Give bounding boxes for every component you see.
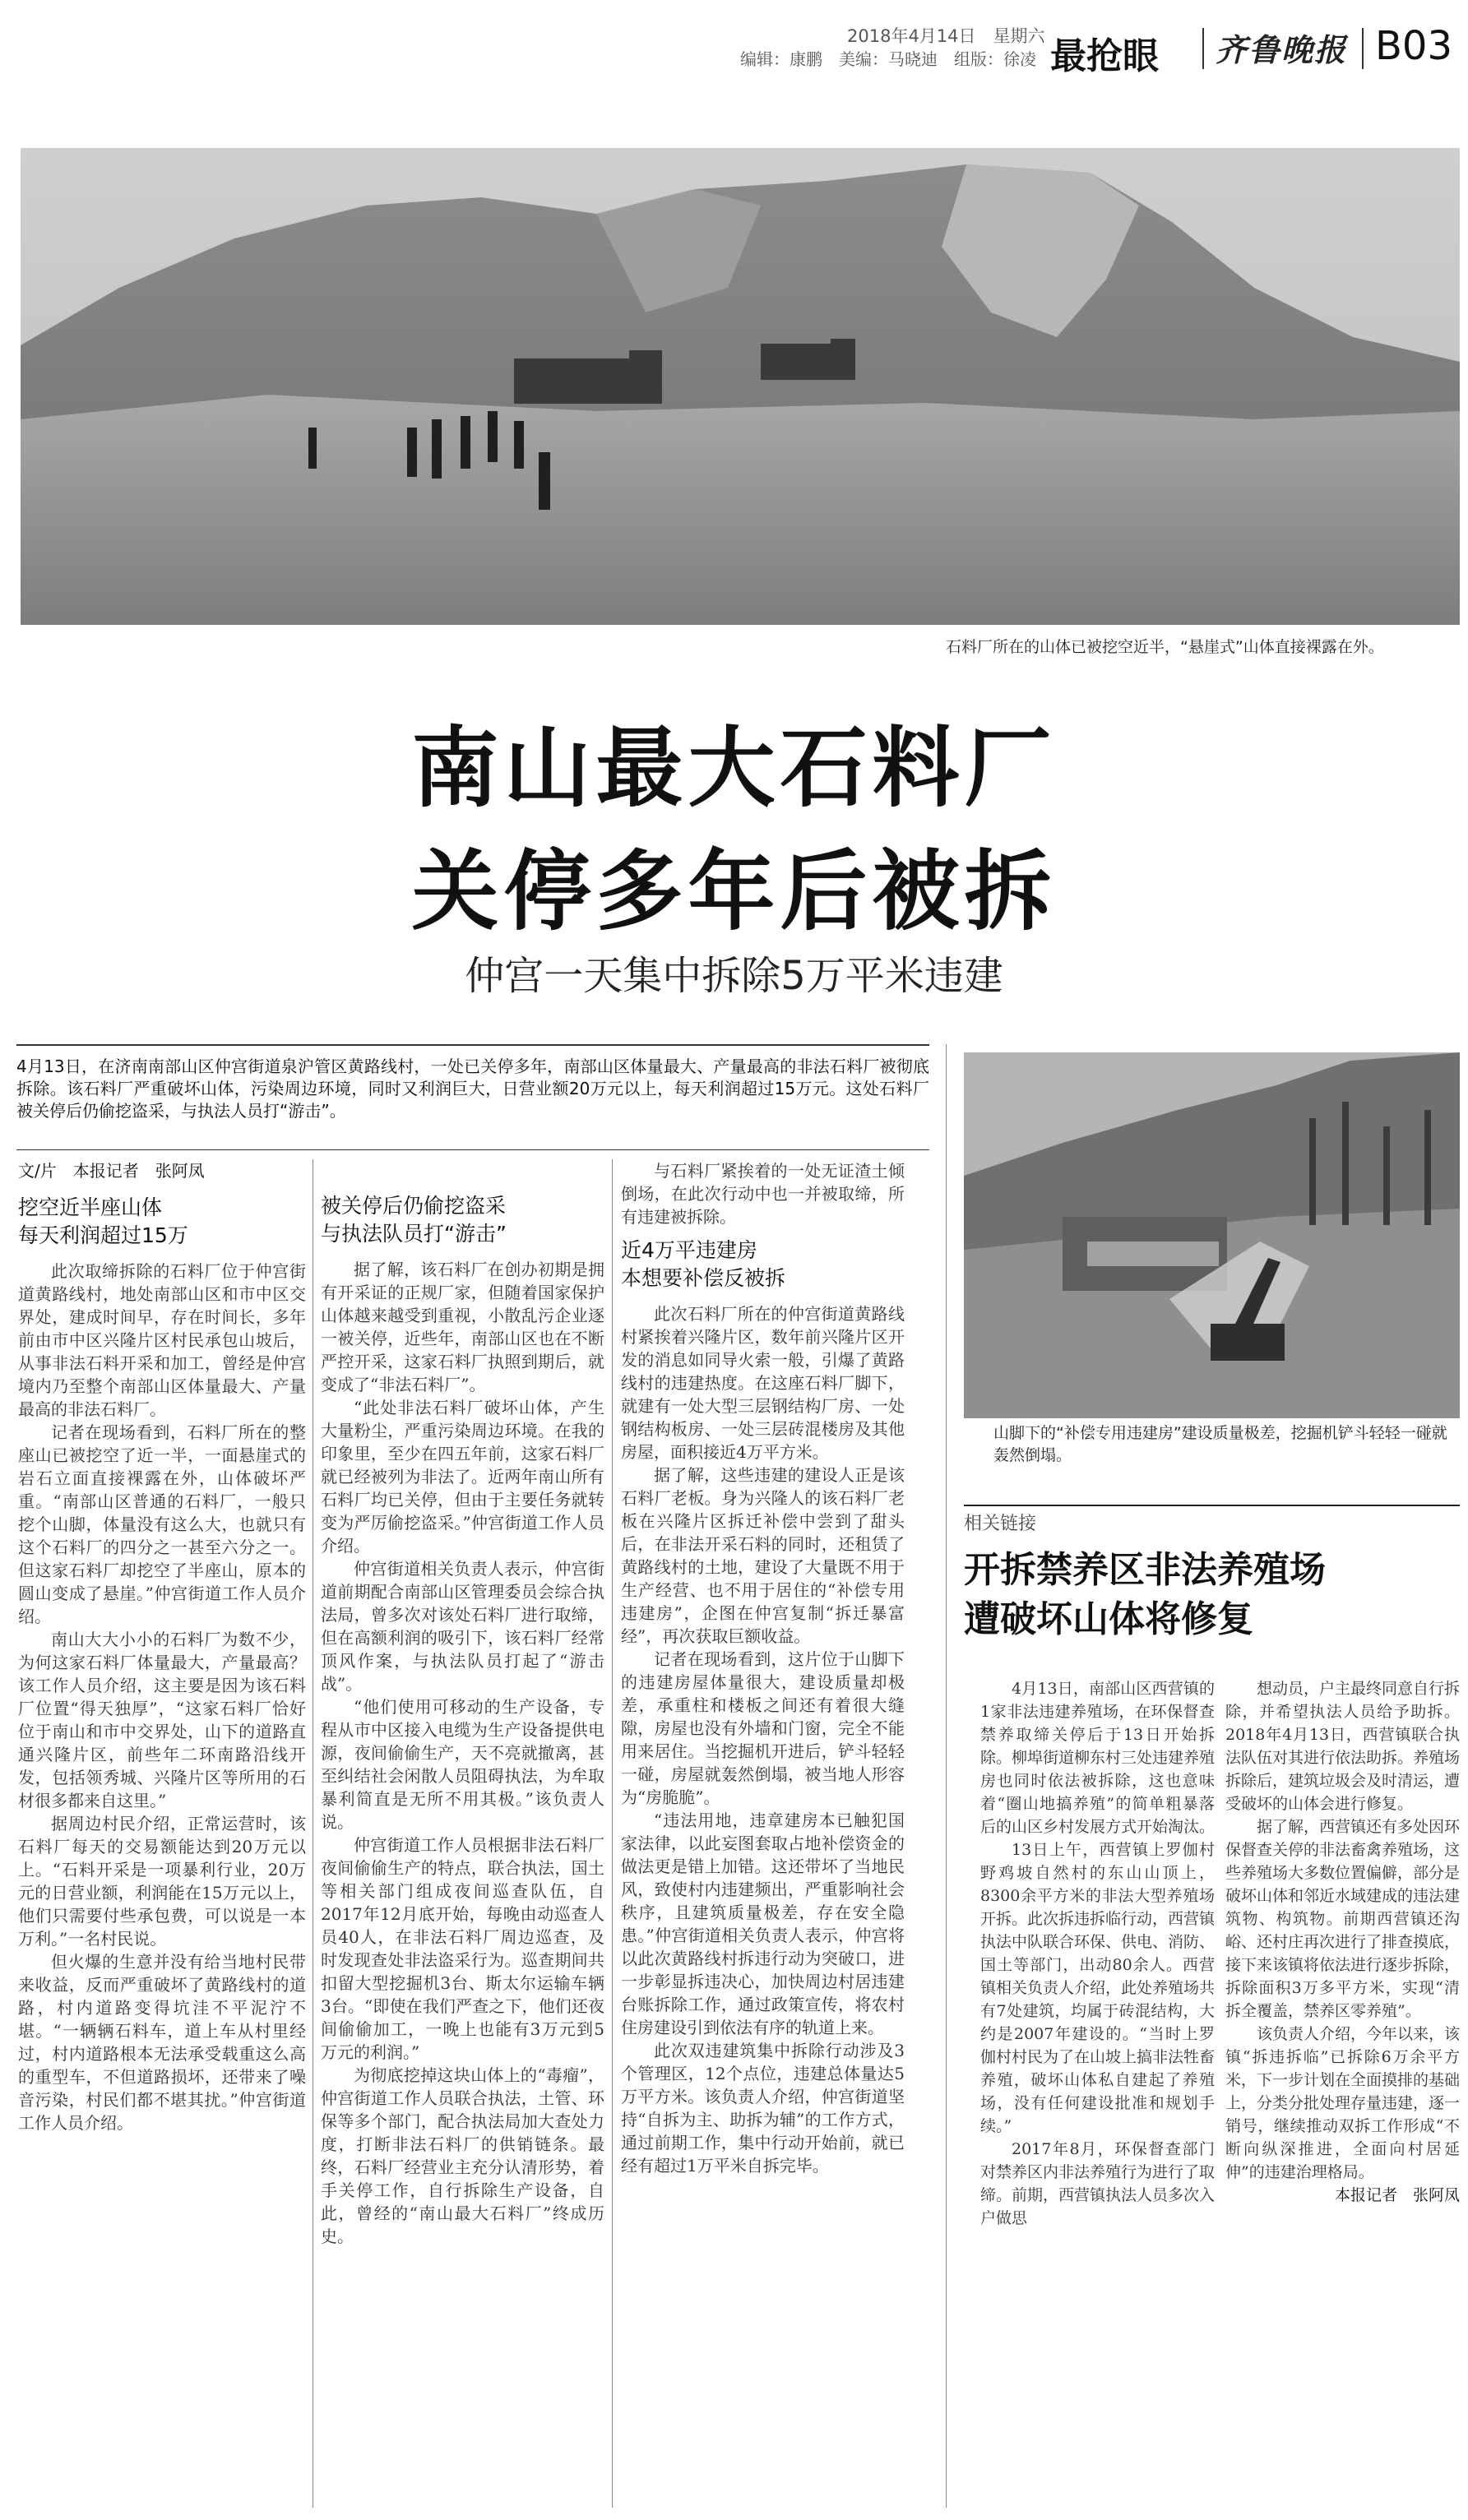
page-number: B03 [1375,23,1453,69]
paragraph: 记者在现场看到，石料厂所在的整座山已被挖空了近一半，一面悬崖式的岩石立面直接裸露在外，山体破坏严重。“南部山区普通的石料厂，一般只挖个山脚，体量没有这么大，也就只有这个石料厂的四分之一甚至六分之一。但这家石料厂却挖空了半座山，原本的圆山变成了悬崖。”仲宫街道工作人员介绍。 [18,1422,306,1626]
paragraph: 据了解，这些违建的建设人正是该石料厂老板。身为兴隆人的该石料厂老板在兴隆片区拆迁补偿中尝到了甜头后，在非法开采石料的同时，还租赁了黄路线村的土地，建设了大量既不用于生产经营、也不用于居住的“补偿专用违建房”，企图在仲宫复制“拆迁暴富经”，再次获取巨额收益。 [621,1465,905,1646]
article-column-3 [621,1159,905,2508]
section-name: 最抢眼 [1050,35,1159,77]
paragraph: 想动员，户主最终同意自行拆除，并希望执法人员给予助拆。2018年4月13日，西营镇联合执法队伍对其进行依法助拆。养殖场拆除后，建筑垃圾会及时清运，遭受破坏的山体会进行修复。 [1225,1680,1460,1813]
editor-credits: 编辑：康鹏 美编：马晓迪 组版：徐凌 [740,49,1036,69]
related-column-2 [1225,1677,1460,2508]
quarry-photo [21,148,1460,625]
related-column-1 [980,1677,1215,2508]
paragraph: “违法用地，违章建房本已触犯国家法律，以此妄图套取占地补偿资金的做法更是错上加错。这还带坏了当地民风，致使村内违建频出，严重影响社会秩序，且建筑质量极差，存在安全隐患。”仲宫街道相关负责人表示，仲宫将以此次黄路线村拆违行动为突破口，进一步彰显拆违决心，加快周边村居违建台账拆除工作，通过政策宣传，将农村住房建设引到依法有序的轨道上来。 [621,1810,905,2037]
byline: 文/片 本报记者 张阿凤 [18,1161,205,1181]
paragraph: 2017年8月，环保督查部门对禁养区内非法养殖行为进行了取缔。前期，西营镇执法人员多次入户做思 [980,2140,1215,2227]
headline-line-2: 关停多年后被拆 [411,841,1057,942]
paragraph: 仲宫街道工作人员根据非法石料厂夜间偷偷生产的特点，联合执法，国土等相关部门组成夜间巡查队伍，自2017年12月底开始，每晚由动巡查人员40人，在非法石料厂周边巡查，及时发现查处非法盗采行为。巡查期间共扣留大型挖掘机3台、斯太尔运输车辆3台。“即使在我们严查之下，他们还夜间偷偷加工，一晚上也能有3万元到5万元的利润。” [321,1835,604,2062]
column-3-heading: 近4万平违建房 本想要补偿反被拆 [621,1238,786,1290]
paragraph: 4月13日，南部山区西营镇的1家非法违建养殖场，在环保督查禁养取缔关停后于13日开始拆除。柳埠街道柳东村三处违建养殖房也同时依法被拆除，这也意味着“圈山地搞养殖”的简单粗暴落后的山区乡村发展方式开始淘汰。 [980,1680,1215,1836]
related-links-bar [964,1505,1460,1534]
demolition-photo [964,1052,1460,1418]
headline-line-1: 南山最大石料厂 [411,718,1057,819]
column-divider [612,1159,613,2508]
paragraph: 为彻底挖掉这块山体上的“毒瘤”，仲宫街道工作人员联合执法，土管、环保等多个部门，配合执法局加大查处力度，打断非法石料厂的供销链条。最终，石料厂经营业主充分认清形势，着手关停工作，自行拆除生产设备，自此，曾经的“南山最大石料厂”终成历史。 [321,2065,604,2246]
photo-caption: 石料厂所在的山体已被挖空近半，“悬崖式”山体直接裸露在外。 [946,638,1384,656]
column-divider [946,1044,947,2508]
newspaper-logo: 齐鲁晚报 [1216,31,1348,68]
paragraph: “他们使用可移动的生产设备，专程从市中区接入电缆为生产设备提供电源，夜间偷偷生产，天不亮就撤离，甚至纠结社会闲散人员阻碍执法，为牟取暴利简直是无所不用其极。”该负责人说。 [321,1697,604,1832]
page-header [0,0,1468,76]
issue-date: 2018年4月14日 星期六 [847,26,1045,46]
header-divider [1202,28,1204,69]
paragraph: 南山大大小小的石料厂为数不少，为何这家石料厂体量最大，产量最高？该工作人员介绍，这主要是因为该石料厂位置“得天独厚”，“这家石料厂恰好位于南山和市中交界处，山下的道路直通兴隆片区，前些年二环南路沿线开发，包括领秀城、兴隆片区等所用的石材很多都来自这里。” [18,1630,306,1810]
subheadline: 仲宫一天集中拆除5万平米违建 [465,953,1003,999]
related-links-label: 相关链接 [964,1514,1037,1534]
column-1-heading: 挖空近半座山体 每天利润超过15万 [18,1195,188,1247]
article-column-1 [18,1159,306,2508]
paragraph: 据了解，该石料厂在创办初期是拥有开采证的正规厂家，但随着国家保护山体越来越受到重视，小散乱污企业逐一被关停，近些年，南部山区也在不断严控开采，这家石料厂执照到期后，就变成了“非法石料厂”。 [321,1260,604,1394]
lead-paragraph: 4月13日，在济南南部山区仲宫街道泉沪管区黄路线村，一处已关停多年，南部山区体量最大、产量最高的非法石料厂被彻底拆除。该石料厂严重破坏山体，污染周边环境，同时又利润巨大，日营业额20万元以上，每天利润超过15万元。这处石料厂被关停后仍偷挖盗采，与执法人员打“游击”。 [16,1057,929,1121]
paragraph: 此次取缔拆除的石料厂位于仲宫街道黄路线村，地处南部山区和市中区交界处，建成时间早，存在时间长，多年前由市中区兴隆片区村民承包山坡后，从事非法石料开采和加工，曾经是仲宫境内乃至整个南部山区体量最大、产量最高的非法石料厂。 [18,1261,306,1419]
paragraph: 该负责人介绍，今年以来，该镇“拆违拆临”已拆除6万余平方米，下一步计划在全面摸排的基础上，分类分批处理存量违建，逐一销号，继续推动双拆工作形成“不断向纵深推进，全面向村居延伸”的违建治理格局。 [1225,2025,1460,2181]
side-photo-caption: 山脚下的“补偿专用违建房”建设质量极差，挖掘机铲斗轻轻一碰就轰然倒塌。 [993,1424,1447,1464]
related-article-title: 开拆禁养区非法养殖场 遭破坏山体将修复 [964,1549,1326,1640]
paragraph: 但火爆的生意并没有给当地村民带来收益，反而严重破坏了黄路线村的道路，村内道路变得坑洼不平泥泞不堪。“一辆辆石料车，道上车从村里经过，村内道路根本无法承受载重这么高的重型车，不但道路损坏，还带来了噪音污染，村民们都不堪其扰。”仲宫街道工作人员介绍。 [18,1952,306,2133]
paragraph: 记者在现场看到，这片位于山脚下的违建房屋体量很大，建设质量却极差，承重柱和楼板之间还有着很大缝隙，房屋也没有外墙和门窗，完全不能用来居住。当挖掘机开进后，铲斗轻轻一碰，房屋就轰然倒塌，被当地人形容为“房脆脆”。 [621,1649,905,1807]
paragraph: 据了解，西营镇还有多处因环保督查关停的非法畜禽养殖场，这些养殖场大多数位置偏僻，部分是破坏山体和邻近水域建成的违法建筑物、构筑物。前期西营镇还沟峪、还村庄再次进行了排查摸底，接下来该镇将依法进行逐步拆除，拆除面积3万多平方米，实现“清拆全覆盖，禁养区零养殖”。 [1225,1818,1460,2020]
paragraph: 13日上午，西营镇上罗伽村野鸡坡自然村的东山山顶上，8300余平方米的非法大型养殖场开拆。此次拆违拆临行动，西营镇执法中队联合环保、供电、消防、国土等部门，出动80余人。西营镇相关负责人介绍，此处养殖场共有7处建筑，均属于砖混结构，大约是2007年建设的。“当时上罗伽村村民为了在山坡上搞非法牲畜养殖，破坏山体私自建起了养殖场，没有任何建设批准和规划手续。” [980,1841,1215,2135]
paragraph: “此处非法石料厂破坏山体，产生大量粉尘，严重污染周边环境。在我的印象里，至少在四五年前，这家石料厂就已经被列为非法了。近两年南山所有石料厂均已关停，但由于主要任务就转变为严厉偷挖盗采。”仲宫街道工作人员介绍。 [321,1398,604,1556]
paragraph: 据周边村民介绍，正常运营时，该石料厂每天的交易额能达到20万元以上。“石料开采是一项暴利行业，20万元的日营业额，利润能在15万元以上，他们只需要付些承包费，可以说是一本万利。”一名村民说。 [18,1814,306,1949]
header-divider [1362,28,1364,69]
column-2-heading: 被关停后仍偷挖盗采 与执法队员打“游击” [321,1194,507,1246]
paragraph: 仲宫街道相关负责人表示，仲宫街道前期配合南部山区管理委员会综合执法局，曾多次对该处石料厂进行取缔，但在高额利润的吸引下，该石料厂经常顶风作案，与执法队员打起了“游击战”。 [321,1559,604,1694]
paragraph: 此次石料厂所在的仲宫街道黄路线村紧挨着兴隆片区，数年前兴隆片区开发的消息如同导火索一般，引爆了黄路线村的违建热度。在这座石料厂脚下，就建有一处大型三层钢结构厂房、一处钢结构板房、一处三层砖混楼房及其他房屋，面积接近4万平方米。 [621,1304,905,1462]
paragraph: 与石料厂紧挨着的一处无证渣土倾倒场，在此次行动中也一并被取缔，所有违建被拆除。 [621,1161,905,1227]
related-signature: 本报记者 张阿凤 [1334,2186,1460,2204]
article-column-2 [321,1159,604,2508]
section-rule [16,1044,929,1046]
section-rule [16,1149,929,1150]
paragraph: 此次双违建筑集中拆除行动涉及3个管理区，12个点位，违建总体量达5万平方米。该负责人介绍，仲宫街道坚持“自拆为主、助拆为辅”的工作方式，通过前期工作，集中行动开始前，就已经有超过1万平米自拆完毕。 [621,2041,905,2176]
